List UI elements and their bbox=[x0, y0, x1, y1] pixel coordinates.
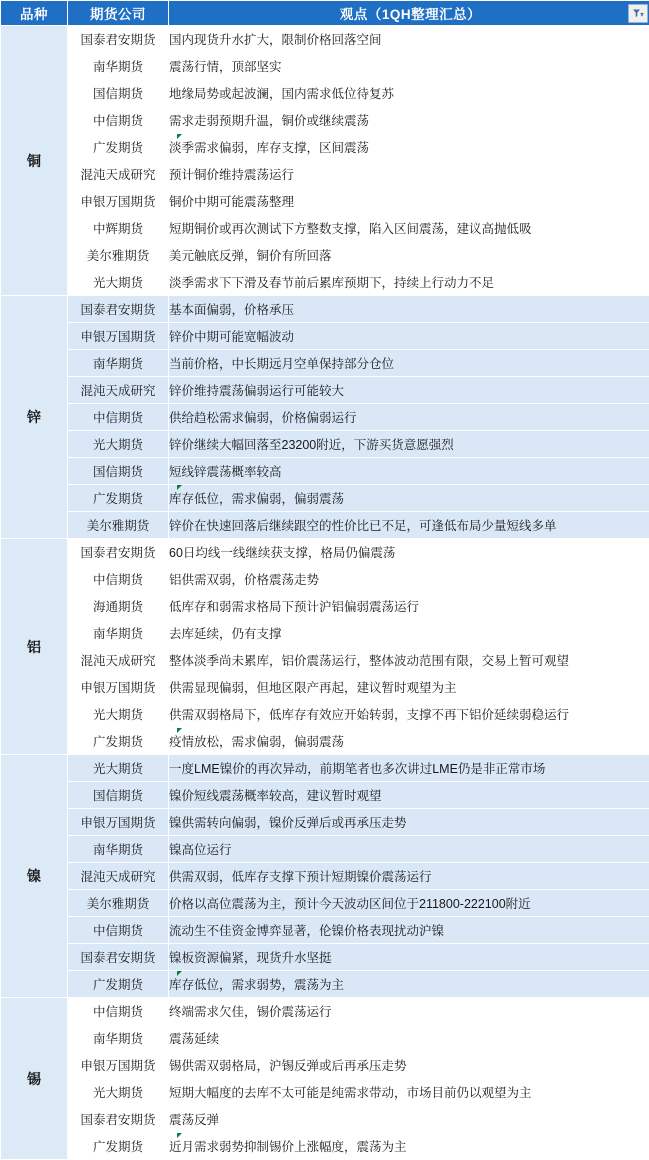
company-cell: 申银万国期货 bbox=[68, 1052, 169, 1079]
company-cell: 混沌天成研究 bbox=[68, 647, 169, 674]
view-cell: 锡供需双弱格局，沪锡反弹或后再承压走势 bbox=[169, 1052, 649, 1079]
company-cell: 中信期货 bbox=[68, 998, 169, 1025]
header-view bbox=[169, 1, 649, 26]
company-cell: 光大期货 bbox=[68, 431, 169, 458]
view-cell: 锌价在快速回落后继续跟空的性价比已不足，可逢低布局少量短线多单 bbox=[169, 512, 649, 539]
view-cell: 供需双弱格局下，低库存有效应开始转弱，支撑不再下铝价延续弱稳运行 bbox=[169, 701, 649, 728]
view-cell: 锌价继续大幅回落至23200附近，下游买货意愿强烈 bbox=[169, 431, 649, 458]
company-cell: 国泰君安期货 bbox=[68, 944, 169, 971]
company-cell: 申银万国期货 bbox=[68, 809, 169, 836]
table-row bbox=[1, 323, 649, 350]
company-cell: 南华期货 bbox=[68, 620, 169, 647]
table-row bbox=[1, 566, 649, 593]
header-row bbox=[1, 1, 649, 26]
company-cell: 中信期货 bbox=[68, 107, 169, 134]
company-cell: 南华期货 bbox=[68, 836, 169, 863]
company-cell: 光大期货 bbox=[68, 701, 169, 728]
company-cell: 广发期货 bbox=[68, 134, 169, 161]
table-row bbox=[1, 809, 649, 836]
table-row bbox=[1, 539, 649, 566]
header-variety: 品种 bbox=[1, 1, 68, 26]
view-cell: 终端需求欠佳，锡价震荡运行 bbox=[169, 998, 649, 1025]
table-row bbox=[1, 917, 649, 944]
table-row bbox=[1, 512, 649, 539]
view-cell: 库存低位，需求弱势，震荡为主 bbox=[169, 971, 649, 998]
table-row bbox=[1, 593, 649, 620]
view-cell: 镍供需转向偏弱，镍价反弹后或再承压走势 bbox=[169, 809, 649, 836]
table-row bbox=[1, 1025, 649, 1052]
view-cell: 美元触底反弹，铜价有所回落 bbox=[169, 242, 649, 269]
company-cell: 国泰君安期货 bbox=[68, 539, 169, 566]
view-cell: 需求走弱预期升温，铜价或继续震荡 bbox=[169, 107, 649, 134]
table-row bbox=[1, 998, 649, 1025]
company-cell: 国泰君安期货 bbox=[68, 26, 169, 53]
company-cell: 南华期货 bbox=[68, 53, 169, 80]
view-cell: 价格以高位震荡为主，预计今天波动区间位于211800-222100附近 bbox=[169, 890, 649, 917]
view-cell: 供需双弱，低库存支撑下预计短期镍价震荡运行 bbox=[169, 863, 649, 890]
view-cell: 淡季需求偏弱，库存支撑，区间震荡 bbox=[169, 134, 649, 161]
company-cell: 海通期货 bbox=[68, 593, 169, 620]
view-cell: 淡季需求下下滑及春节前后累库预期下，持续上行动力不足 bbox=[169, 269, 649, 296]
company-cell: 混沌天成研究 bbox=[68, 863, 169, 890]
table-row bbox=[1, 863, 649, 890]
view-cell: 低库存和弱需求格局下预计沪铝偏弱震荡运行 bbox=[169, 593, 649, 620]
table-row bbox=[1, 620, 649, 647]
view-cell: 一度LME镍价的再次异动，前期笔者也多次讲过LME仍是非正常市场 bbox=[169, 755, 649, 782]
header-company: 期货公司 bbox=[68, 1, 169, 26]
table-row bbox=[1, 134, 649, 161]
variety-cell: 铜 bbox=[1, 26, 68, 296]
view-cell: 镍价短线震荡概率较高，建议暂时观望 bbox=[169, 782, 649, 809]
table-row bbox=[1, 674, 649, 701]
view-cell: 地缘局势或起波澜，国内需求低位待复苏 bbox=[169, 80, 649, 107]
company-cell: 光大期货 bbox=[68, 269, 169, 296]
table-row bbox=[1, 431, 649, 458]
view-cell: 基本面偏弱，价格承压 bbox=[169, 296, 649, 323]
view-cell: 库存低位，需求偏弱，偏弱震荡 bbox=[169, 485, 649, 512]
table-row bbox=[1, 161, 649, 188]
view-cell: 镍高位运行 bbox=[169, 836, 649, 863]
company-cell: 美尔雅期货 bbox=[68, 512, 169, 539]
view-cell: 短期大幅度的去库不太可能是纯需求带动，市场目前仍以观望为主 bbox=[169, 1079, 649, 1106]
view-cell: 震荡行情，顶部坚实 bbox=[169, 53, 649, 80]
view-cell: 去库延续，仍有支撑 bbox=[169, 620, 649, 647]
table-row bbox=[1, 755, 649, 782]
table-row bbox=[1, 944, 649, 971]
table-row bbox=[1, 701, 649, 728]
table-row bbox=[1, 215, 649, 242]
variety-cell: 铝 bbox=[1, 539, 68, 755]
table-row bbox=[1, 836, 649, 863]
company-cell: 美尔雅期货 bbox=[68, 242, 169, 269]
table-row bbox=[1, 1052, 649, 1079]
view-cell: 供给趋松需求偏弱，价格偏弱运行 bbox=[169, 404, 649, 431]
header-view-label: 观点（1QH整理汇总） bbox=[340, 7, 481, 22]
company-cell: 国信期货 bbox=[68, 782, 169, 809]
table-row bbox=[1, 26, 649, 53]
table-row bbox=[1, 1106, 649, 1133]
company-cell: 光大期货 bbox=[68, 1079, 169, 1106]
company-cell: 中辉期货 bbox=[68, 215, 169, 242]
view-cell: 短线锌震荡概率较高 bbox=[169, 458, 649, 485]
table-row bbox=[1, 890, 649, 917]
company-cell: 申银万国期货 bbox=[68, 674, 169, 701]
view-cell: 短期铜价或再次测试下方整数支撑，陷入区间震荡，建议高抛低吸 bbox=[169, 215, 649, 242]
view-cell: 国内现货升水扩大，限制价格回落空间 bbox=[169, 26, 649, 53]
company-cell: 广发期货 bbox=[68, 1133, 169, 1160]
company-cell: 申银万国期货 bbox=[68, 323, 169, 350]
table-row bbox=[1, 728, 649, 755]
view-cell: 震荡反弹 bbox=[169, 1106, 649, 1133]
view-cell: 供需显现偏弱，但地区限产再起，建议暂时观望为主 bbox=[169, 674, 649, 701]
table-header bbox=[1, 1, 649, 26]
view-cell: 锌价维持震荡偏弱运行可能较大 bbox=[169, 377, 649, 404]
variety-cell: 镍 bbox=[1, 755, 68, 998]
view-cell: 镍板资源偏紧，现货升水坚挺 bbox=[169, 944, 649, 971]
table-body bbox=[1, 26, 649, 1160]
company-cell: 混沌天成研究 bbox=[68, 161, 169, 188]
company-cell: 美尔雅期货 bbox=[68, 890, 169, 917]
company-cell: 南华期货 bbox=[68, 1025, 169, 1052]
table-row bbox=[1, 485, 649, 512]
company-cell: 中信期货 bbox=[68, 566, 169, 593]
view-cell: 锌价中期可能宽幅波动 bbox=[169, 323, 649, 350]
table-row bbox=[1, 377, 649, 404]
company-cell: 广发期货 bbox=[68, 485, 169, 512]
view-cell: 60日均线一线继续获支撑，格局仍偏震荡 bbox=[169, 539, 649, 566]
table-row bbox=[1, 296, 649, 323]
table-row bbox=[1, 1079, 649, 1106]
table-row bbox=[1, 971, 649, 998]
company-cell: 国信期货 bbox=[68, 458, 169, 485]
company-cell: 国泰君安期货 bbox=[68, 296, 169, 323]
company-cell: 广发期货 bbox=[68, 728, 169, 755]
company-cell: 国泰君安期货 bbox=[68, 1106, 169, 1133]
table-row bbox=[1, 80, 649, 107]
table-row bbox=[1, 647, 649, 674]
filter-icon[interactable] bbox=[628, 4, 648, 23]
table-row bbox=[1, 782, 649, 809]
variety-cell: 锌 bbox=[1, 296, 68, 539]
table-row bbox=[1, 242, 649, 269]
table-row bbox=[1, 269, 649, 296]
company-cell: 申银万国期货 bbox=[68, 188, 169, 215]
view-cell: 震荡延续 bbox=[169, 1025, 649, 1052]
view-cell: 疫情放松，需求偏弱，偏弱震荡 bbox=[169, 728, 649, 755]
company-cell: 光大期货 bbox=[68, 755, 169, 782]
company-cell: 广发期货 bbox=[68, 971, 169, 998]
table-row bbox=[1, 107, 649, 134]
company-cell: 中信期货 bbox=[68, 917, 169, 944]
table-row bbox=[1, 188, 649, 215]
view-cell: 流动生不佳资金博弈显著，伦镍价格表现扰动沪镍 bbox=[169, 917, 649, 944]
variety-cell: 锡 bbox=[1, 998, 68, 1160]
view-cell: 铝供需双弱，价格震荡走势 bbox=[169, 566, 649, 593]
view-cell: 铜价中期可能震荡整理 bbox=[169, 188, 649, 215]
table-row bbox=[1, 404, 649, 431]
view-cell: 近月需求弱势抑制锡价上涨幅度，震荡为主 bbox=[169, 1133, 649, 1160]
table-row bbox=[1, 53, 649, 80]
company-cell: 中信期货 bbox=[68, 404, 169, 431]
company-cell: 国信期货 bbox=[68, 80, 169, 107]
view-cell: 整体淡季尚未累库，铝价震荡运行，整体波动范围有限，交易上暂可观望 bbox=[169, 647, 649, 674]
table-row bbox=[1, 458, 649, 485]
company-cell: 混沌天成研究 bbox=[68, 377, 169, 404]
company-cell: 南华期货 bbox=[68, 350, 169, 377]
view-cell: 当前价格，中长期远月空单保持部分仓位 bbox=[169, 350, 649, 377]
table-row bbox=[1, 1133, 649, 1160]
view-cell: 预计铜价维持震荡运行 bbox=[169, 161, 649, 188]
table-row bbox=[1, 350, 649, 377]
